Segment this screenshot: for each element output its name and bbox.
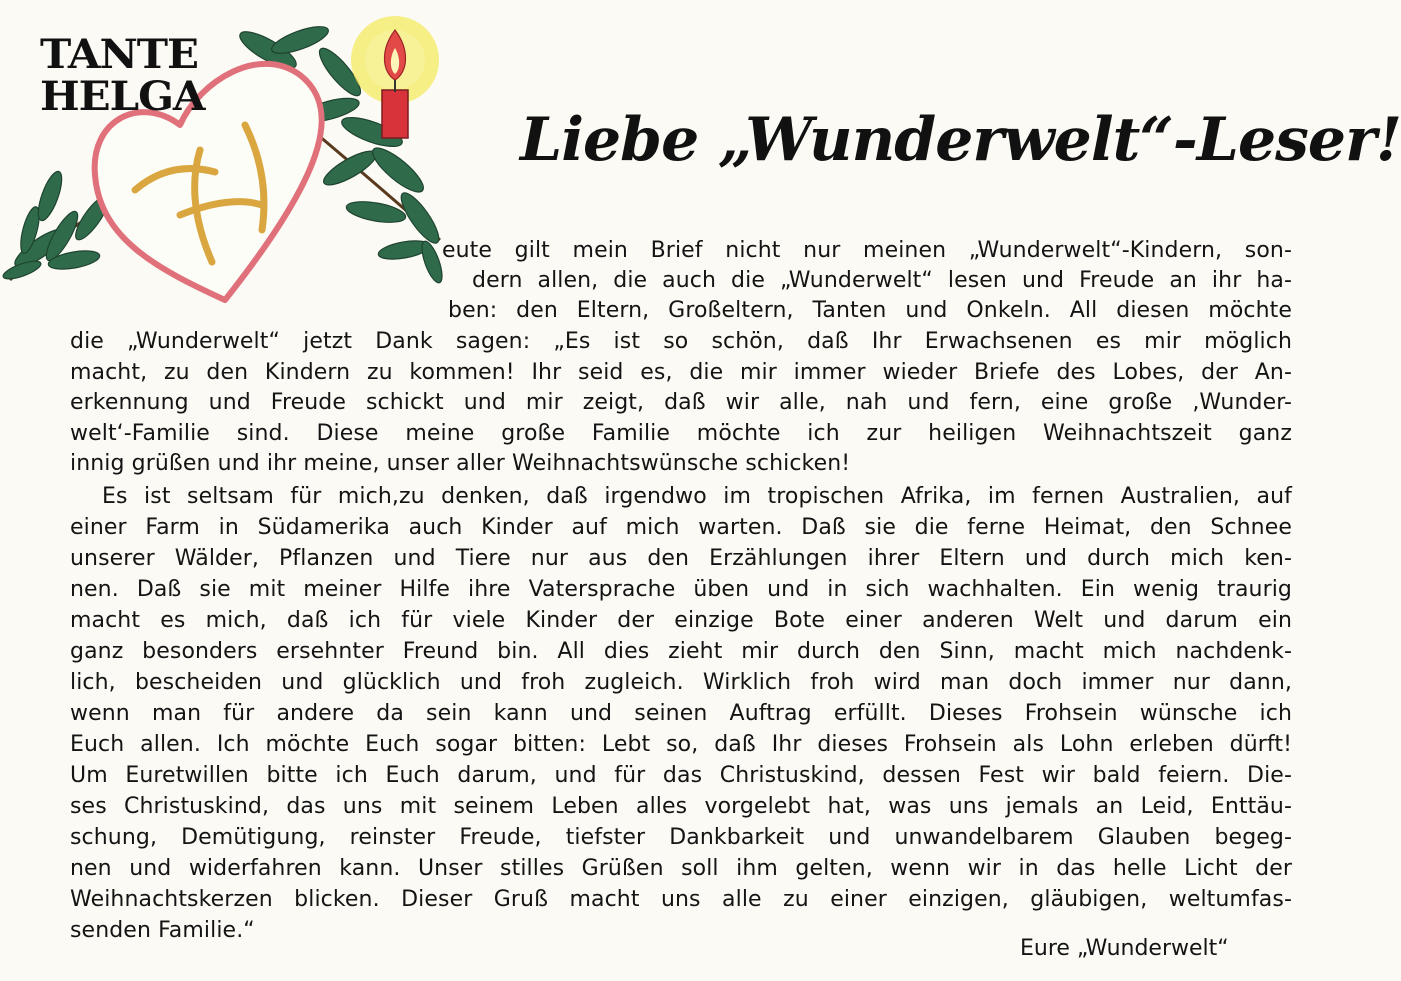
letter-body [70,236,1292,956]
text-line: macht, zu den Kindern zu kommen! Ihr seid es, die mir immer wieder Briefe des Lobes, der An- [70,360,1292,385]
text-line: ses Christuskind, das uns mit seinem Leben alles vorgelebt hat, was uns jemals an Leid, Enttäu- [70,794,1292,819]
text-line: nen. Daß sie mit meiner Hilfe ihre Vatersprache üben und in sich wachhalten. Ein wenig traurig [70,577,1292,602]
logo-line-2: HELGA [40,73,205,120]
text-line: innig grüßen und ihr meine, unser aller Weihnachtswünsche schicken! [70,451,851,476]
text-line: eute gilt mein Brief nicht nur meinen „Wunderwelt“-Kindern, son- [442,238,1292,263]
tante-helga-logo [40,31,205,120]
text-line: senden Familie.“ [70,918,255,943]
signature: Eure „Wunderwelt“ [1020,936,1229,961]
text-line: schung, Demütigung, reinster Freude, tiefster Dankbarkeit und unwandelbarem Glauben begeg- [70,825,1292,850]
text-line: macht es mich, daß ich für viele Kinder der einzige Bote einer anderen Welt und darum ein [70,608,1292,633]
text-line: ben: den Eltern, Großeltern, Tanten und Onkeln. All diesen möchte [448,298,1292,323]
text-line: unserer Wälder, Pflanzen und Tiere nur aus den Erzählungen ihrer Eltern und durch mich ken- [70,546,1292,571]
text-line: Euch allen. Ich möchte Euch sogar bitten: Lebt so, daß Ihr dieses Frohsein als Lohn erleben dürft! [70,732,1292,757]
text-line: dern allen, die auch die „Wunderwelt“ lesen und Freude an ihr ha- [472,268,1292,293]
text-line: einer Farm in Südamerika auch Kinder auf mich warten. Daß sie die ferne Heimat, den Schnee [70,515,1292,540]
logo-line-1: TANTE [40,31,198,78]
text-line: Weihnachtskerzen blicken. Dieser Gruß macht uns alle zu einer einzigen, gläubigen, weltumfas- [70,887,1292,912]
text-line: Es ist seltsam für mich,zu denken, daß irgendwo im tropischen Afrika, im fernen Australien, auf [102,484,1292,509]
text-line: nen und widerfahren kann. Unser stilles Grüßen soll ihm gelten, wenn wir in das helle Licht der [70,856,1292,881]
text-line: die „Wunderwelt“ jetzt Dank sagen: „Es ist so schön, daß Ihr Erwachsenen es mir möglich [70,329,1292,354]
text-line: Um Euretwillen bitte ich Euch darum, und für das Christuskind, dessen Fest wir bald feiern. Die- [70,763,1292,788]
text-line: lich, bescheiden und glücklich und froh zugleich. Wirklich froh wird man doch immer nur dann, [70,670,1292,695]
text-line: ganz besonders ersehnter Freund bin. All dies zieht mir durch den Sinn, macht mich nachdenk- [70,639,1292,664]
text-line: wenn man für andere da sein kann und seinen Auftrag erfüllt. Dieses Frohsein wünsche ich [70,701,1292,726]
text-line: welt‘-Familie sind. Diese meine große Familie möchte ich zur heiligen Weihnachtszeit ganz [70,421,1292,446]
text-line: erkennung und Freude schickt und mir zeigt, daß wir alle, nah und fern, eine große ‚Wunder- [70,390,1292,415]
page-title: Liebe „Wunderwelt“-Leser! [520,105,1401,175]
